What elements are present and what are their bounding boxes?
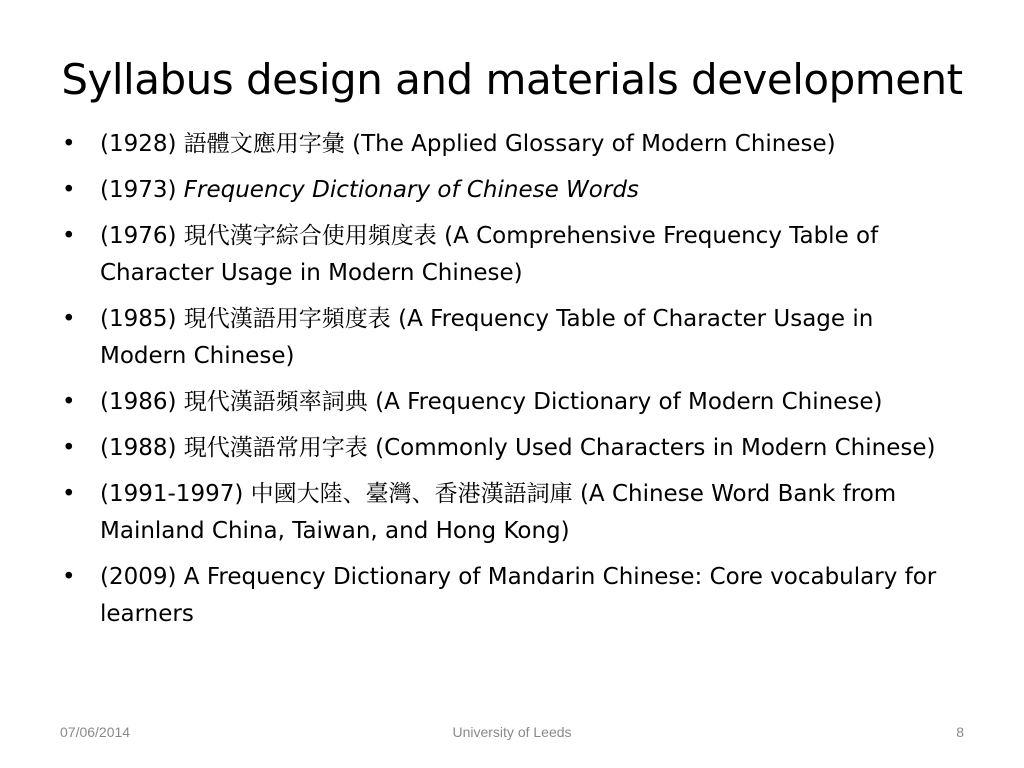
bullet-text: A Frequency Dictionary of Mandarin Chinese: Core vocabulary for learners: [100, 564, 937, 627]
list-item: [60, 301, 960, 375]
list-item: [60, 430, 960, 467]
bullet-chinese-title: 現代漢語用字頻度表: [183, 306, 391, 332]
bullet-text: (A Frequency Dictionary of Modern Chinese): [375, 389, 883, 415]
bullet-year: (1928): [100, 131, 177, 157]
slide-title: Syllabus design and materials development: [61, 55, 963, 104]
bullet-year: (2009): [100, 564, 177, 590]
list-item: [60, 218, 960, 292]
bullet-text: (The Applied Glossary of Modern Chinese): [352, 131, 836, 157]
bullet-text: Frequency Dictionary of Chinese Words: [183, 177, 639, 203]
bullet-chinese-title: 中國大陸、臺灣、香港漢語詞庫: [250, 481, 573, 507]
page-number: 8: [956, 724, 964, 740]
bullet-year: (1988): [100, 435, 177, 461]
bullet-text: (A Frequency Table of Character Usage in Modern Chinese): [100, 306, 874, 369]
bullet-icon: •: [62, 564, 76, 590]
bullet-icon: •: [62, 435, 76, 461]
bullet-year: (1973): [100, 177, 177, 203]
bullet-chinese-title: 現代漢字綜合使用頻度表: [183, 223, 437, 249]
list-item: [60, 559, 960, 633]
bullet-text: (A Comprehensive Frequency Table of Character Usage in Modern Chinese): [100, 223, 879, 286]
bullet-icon: •: [62, 481, 76, 507]
bullet-year: (1976): [100, 223, 177, 249]
bullet-year: (1985): [100, 306, 177, 332]
bullet-icon: •: [62, 177, 76, 203]
list-item: [60, 126, 960, 163]
bullet-icon: •: [62, 223, 76, 249]
list-item: [60, 476, 960, 550]
bullet-icon: •: [62, 131, 76, 157]
bullet-icon: •: [62, 389, 76, 415]
bullet-year: (1991-1997): [100, 481, 244, 507]
bullet-chinese-title: 現代漢語常用字表: [183, 435, 368, 461]
footer-institution: University of Leeds: [452, 724, 572, 740]
list-item: [60, 384, 960, 421]
bullet-text: (A Chinese Word Bank from Mainland China, Taiwan, and Hong Kong): [100, 481, 897, 544]
bullet-text: (Commonly Used Characters in Modern Chinese): [375, 435, 936, 461]
bullet-chinese-title: 現代漢語頻率詞典: [183, 389, 368, 415]
bullet-icon: •: [62, 306, 76, 332]
bullet-year: (1986): [100, 389, 177, 415]
bullet-chinese-title: 語體文應用字彙: [183, 131, 345, 157]
footer-date: 07/06/2014: [60, 724, 131, 740]
bullet-list: [60, 126, 960, 642]
list-item: [60, 172, 960, 209]
